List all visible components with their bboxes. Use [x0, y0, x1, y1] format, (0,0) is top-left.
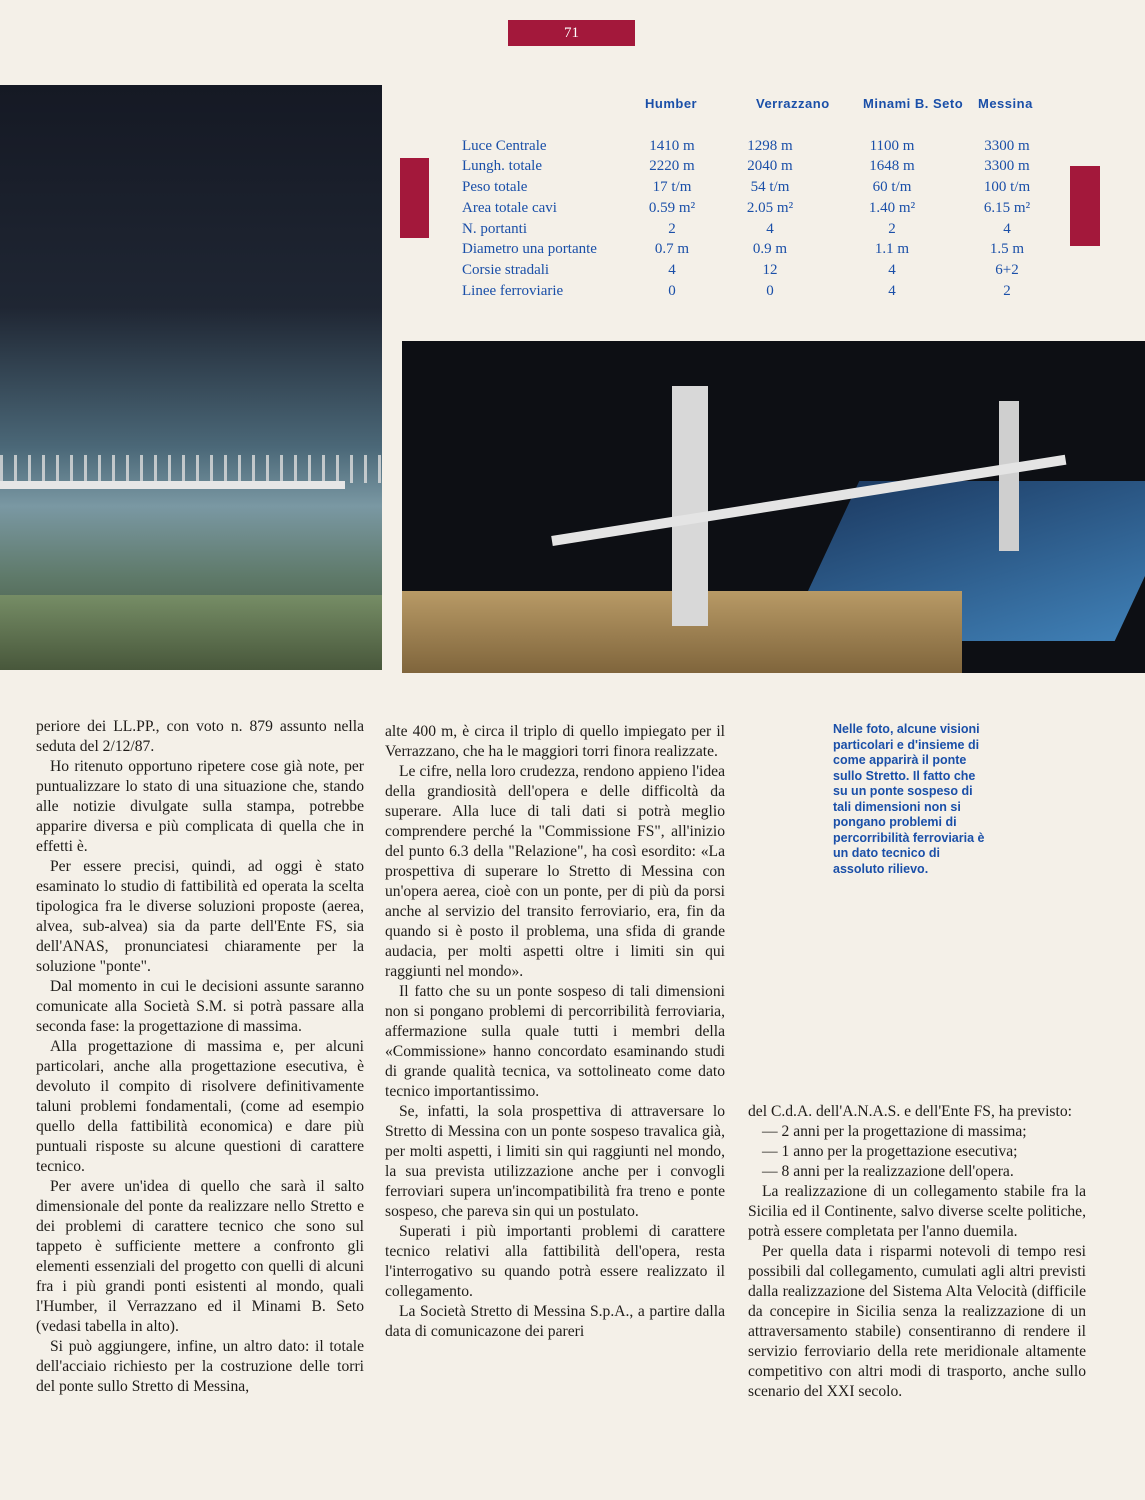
photo-caption: Nelle foto, alcune visioni particolari e d'insieme di come apparirà il ponte sullo Stretto. Il fatto che su un ponte sospeso di tali dimensioni non si pongano problemi di percorribilità ferroviaria è un dato tecnico di assoluto rilievo.: [833, 722, 985, 876]
row-label: Lungh. totale: [462, 158, 542, 174]
row-label: N. portanti: [462, 221, 527, 237]
row-label: Area totale cavi: [462, 200, 557, 216]
paragraph: Le cifre, nella loro crudezza, rendono appieno l'idea della grandiosità dell'opera e delle difficoltà da superare. Alla luce di tali dati si potrà meglio comprendere perché la "Commissione FS", all'inizio del punto 6.3 della "Relazione", ha così esordito: «La prospettiva di superare lo Stretto di Messina con un'opera aerea, cioè con un ponte, per di più da porsi anche al servizio del transito ferroviario, era, fin da quando si è posto il problema, una sfida di grande audacia, per molti aspetti oltre i limiti sin qui raggiunti nel mondo».: [385, 763, 725, 980]
row-label: Diametro una portante: [462, 241, 597, 257]
paragraph: Ho ritenuto opportuno ripetere cose già note, per puntualizzare lo stato di una situazione che, stando alle notizie divulgate sulla stampa, potrebbe apparire diversa e più complicata di quella che in effetti è.: [36, 758, 364, 855]
table-cell: 2.05 m²: [746, 200, 794, 216]
table-cell: 1.40 m²: [868, 200, 916, 216]
table-cell: 4: [766, 221, 774, 237]
table-cell: 0: [668, 283, 676, 299]
table-cell: 0.9 m: [752, 241, 788, 257]
table-cell: 1298 m: [747, 138, 793, 154]
table-header-verrazzano: Verrazzano: [756, 96, 830, 111]
list-item: — 2 anni per la progettazione di massima;: [762, 1123, 1027, 1140]
text-column-1: [36, 717, 364, 1397]
list-item: — 1 anno per la progettazione esecutiva;: [762, 1143, 1018, 1160]
table-cell: 2: [888, 221, 896, 237]
paragraph: Superati i più importanti problemi di carattere tecnico relativi alla fattibilità dell'opera, resta l'interrogativo su quando potrà essere realizzato il collegamento.: [385, 1223, 725, 1300]
table-cell: 6.15 m²: [983, 200, 1031, 216]
list-item: — 8 anni per la realizzazione dell'opera.: [762, 1163, 1014, 1180]
table-header-minami: Minami B. Seto: [863, 96, 964, 111]
decorative-tab-right: [1070, 166, 1100, 246]
paragraph: Si può aggiungere, infine, un altro dato: il totale dell'acciaio richiesto per la costruzione delle torri del ponte sullo Stretto di Messina,: [36, 1338, 364, 1395]
table-cell: 0.7 m: [654, 241, 690, 257]
table-cell: 2220 m: [649, 158, 695, 174]
table-cell: 0: [766, 283, 774, 299]
paragraph: alte 400 m, è circa il triplo di quello impiegato per il Verrazzano, che ha le maggiori torri finora realizzate.: [385, 723, 725, 760]
table-cell: 6+2: [995, 262, 1019, 278]
paragraph: Dal momento in cui le decisioni assunte saranno comunicate alla Società S.M. si potrà passare alla seconda fase: la progettazione di massima.: [36, 978, 364, 1035]
paragraph: La Società Stretto di Messina S.p.A., a partire dalla data di comunicazone dei pareri: [385, 1303, 725, 1340]
table-cell: 100 t/m: [983, 179, 1031, 195]
table-cell: 3300 m: [984, 158, 1030, 174]
paragraph: periore dei LL.PP., con voto n. 879 assunto nella seduta del 2/12/87.: [36, 718, 364, 755]
bridge-model-photo-left: [0, 85, 382, 670]
table-cell: 2040 m: [747, 158, 793, 174]
text-column-3: [748, 1102, 1086, 1402]
row-label: Corsie stradali: [462, 262, 550, 278]
table-header-messina: Messina: [978, 96, 1033, 111]
paragraph: Alla progettazione di massima e, per alcuni particolari, anche alla progettazione esecutiva, è devoluto il compito di risolvere definitivamente taluni problemi fondamentali, (come ad esempio quello della fattibilità economica) e dare più puntuali risposte su alcune questioni di carattere tecnico.: [36, 1038, 364, 1175]
paragraph: Se, infatti, la sola prospettiva di attraversare lo Stretto di Messina con un ponte sospeso travalica già, per molti aspetti, i limiti sin qui raggiunti nel mondo, la sua prevista utilizzazione anche per i convogli ferroviari supera un'incompatibilità fra treno e ponte sospeso, che pareva sin qui un postulato.: [385, 1103, 725, 1220]
table-cell: 1410 m: [649, 138, 695, 154]
paragraph: Per essere precisi, quindi, ad oggi è stato esaminato lo studio di fattibilità ed operata la scelta tipologica fra le diverse soluzioni proposte (aerea, alvea, sub-alvea) sia da parte dell'Ente FS, sia dell'ANAS, pronunciatesi chiaramente per la soluzione "ponte".: [36, 858, 364, 975]
table-cell: 4: [1003, 221, 1011, 237]
table-cell: 2: [1003, 283, 1011, 299]
paragraph: La realizzazione di un collegamento stabile fra la Sicilia ed il Continente, salvo diverse scelte politiche, potrà essere completata per l'anno duemila.: [748, 1183, 1086, 1240]
table-cell: 1648 m: [869, 158, 915, 174]
table-cell: 1.1 m: [874, 241, 910, 257]
table-cell: 0.59 m²: [648, 200, 696, 216]
paragraph: Per avere un'idea di quello che sarà il salto dimensionale del ponte da realizzare nello Stretto e dei problemi di carattere tecnico che sono sul tappeto è sufficiente mettere a confronto gli elementi essenziali del progetto con quelli di alcuni fra i più grandi ponti esistenti al mondo, quali l'Humber, il Verrazzano ed il Minami B. Seto (vedasi tabella in alto).: [36, 1178, 364, 1335]
paragraph: Il fatto che su un ponte sospeso di tali dimensioni non si pongano problemi di percorribilità ferroviaria, affermazione sulla quale tutti i membri della «Commissione» hanno concordato esaminando studi di grande qualità tecnica, va sottolineato come dato tecnico importantissimo.: [385, 983, 725, 1100]
decorative-tab-left: [400, 158, 429, 238]
text-column-2: [385, 722, 725, 1342]
table-header-humber: Humber: [645, 96, 698, 111]
table-cell: 1.5 m: [989, 241, 1025, 257]
paragraph: Per quella data i risparmi notevoli di tempo resi possibili dal collegamento, cumulati agli altri previsti dalla realizzazione del Sistema Alta Velocità (difficile da concepire in Sicilia senza la realizzazione di un attraversamento stabile) consentiranno di rendere il servizio ferroviario della rete meridionale altamente competitivo con altri modi di trasporto, anche sullo scenario del XXI secolo.: [748, 1243, 1086, 1400]
table-cell: 54 t/m: [750, 179, 790, 195]
row-label: Linee ferroviarie: [462, 283, 564, 299]
row-label: Peso totale: [462, 179, 528, 195]
table-cell: 17 t/m: [652, 179, 692, 195]
table-cell: 4: [888, 283, 896, 299]
table-cell: 3300 m: [984, 138, 1030, 154]
table-cell: 4: [668, 262, 676, 278]
table-cell: 12: [762, 262, 778, 278]
table-cell: 1100 m: [869, 138, 915, 154]
table-cell: 2: [668, 221, 676, 237]
table-cell: 4: [888, 262, 896, 278]
row-label: Luce Centrale: [462, 138, 547, 154]
page-number: 71: [508, 20, 635, 46]
paragraph: del C.d.A. dell'A.N.A.S. e dell'Ente FS, ha previsto:: [748, 1103, 1072, 1120]
table-cell: 60 t/m: [872, 179, 912, 195]
bridge-model-photo-right: [402, 341, 1145, 673]
